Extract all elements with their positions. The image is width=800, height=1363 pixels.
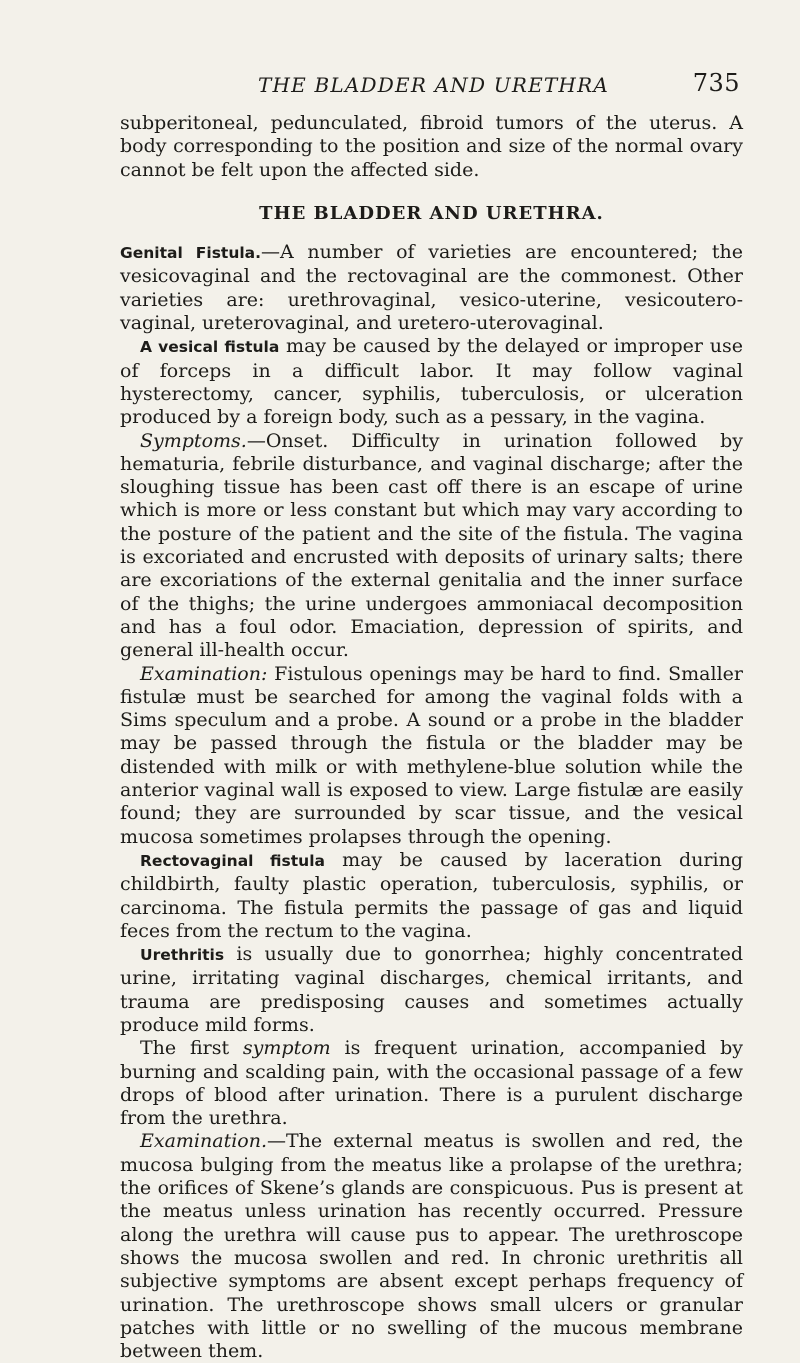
vesical-fistula-text: may be caused by the delayed or improper use of forceps in a difficult labor. It may follow vaginal hysterectomy, cancer, syphilis, tuberculosis, or ulceration produced by a foreign body, such as a pessary, in the vagina.: [120, 335, 744, 429]
urethritis-text: is usually due to gonorrhea; highly concentrated urine, irritating vaginal discharges, chemical irritants, and trauma are predisposing causes and sometimes actually produce mild forms.: [120, 943, 743, 1036]
urethritis-examination-text: —The external meatus is swollen and red, the mucosa bulging from the meatus like a prolapse of the urethra; the orifices of Skene’s glands are conspicuous. Pus is present at the meatus unless urination has recently occurred. Pressure along the urethra will cause pus to appear. The urethroscope shows the mucosa swollen and red. In chronic urethritis all subjective symptoms are absent except perhaps frequency of urination. The urethroscope shows small ulcers or granular patches with little or no swelling of the mucous membrane between them.: [120, 1130, 743, 1363]
symptom-lead: The first: [140, 1037, 243, 1060]
vesical-symptoms-paragraph: [120, 430, 743, 663]
vesical-fistula-paragraph: [120, 335, 743, 429]
genital-fistula-text: —A number of varieties are encountered; the vesicovaginal and the rectovaginal are the commonest. Other varieties are: urethrovaginal, vesico-uterine, vesicoutero-vaginal, ureterovaginal, and uretero-uterovaginal.: [120, 241, 743, 335]
symptom-text: is frequent urination, accompanied by burning and scalding pain, with the occasional passage of a few drops of blood after urination. There is a purulent discharge from the urethra.: [120, 1037, 743, 1130]
vesical-fistula-term: A vesical fistula: [140, 338, 280, 357]
urethritis-term: Urethritis: [140, 946, 225, 965]
urethritis-paragraph: [120, 943, 743, 1037]
examination-subhead: Examination:: [140, 662, 268, 685]
genital-fistula-term: Genital Fistula.: [120, 244, 262, 263]
symptoms-text: —Onset. Difficulty in urination followed by hematuria, febrile disturbance, and vaginal discharge; after the sloughing tissue has been cast off there is an escape of urine which is more or less constant but which may vary according to the posture of the patient and the site of the fistula. The vagina is excoriated and encrusted with deposits of urinary salts; there are excoriations of the external genitalia and the inner surface of the thighs; the urine undergoes ammoniacal decomposition and has a foul odor. Emaciation, depression of spirits, and general ill-health occur.: [120, 429, 743, 662]
rectovaginal-fistula-paragraph: [120, 849, 743, 943]
intro-paragraph: subperitoneal, pedunculated, fibroid tumors of the uterus. A body corresponding to the position and size of the normal ovary cannot be felt upon the affected side.: [120, 112, 743, 181]
genital-fistula-paragraph: [120, 241, 743, 335]
vesical-examination-paragraph: [120, 663, 743, 849]
symptom-subhead: symptom: [242, 1037, 331, 1060]
section-title: THE BLADDER AND URETHRA.: [259, 202, 604, 224]
rectovaginal-fistula-term: Rectovaginal fistula: [140, 851, 325, 870]
urethritis-symptom-paragraph: [120, 1037, 743, 1130]
body-text: [120, 112, 743, 1363]
running-head: [120, 67, 740, 101]
page-number: 735: [692, 69, 740, 97]
examination-text: Fistulous openings may be hard to find. Smaller fistulæ must be searched for among the vaginal folds with a Sims speculum and a probe. A sound or a probe in the bladder may be passed through the fistula or the bladder may be distended with milk or with methylene-blue solution while the anterior vaginal wall is exposed to view. Large fistulæ are easily found; they are surrounded by scar tissue, and the vesical mucosa sometimes prolapses through the opening.: [120, 662, 743, 848]
urethritis-examination-paragraph: [120, 1130, 743, 1363]
urethritis-examination-subhead: Examination.: [140, 1130, 267, 1153]
rectovaginal-fistula-text: may be caused by laceration during childbirth, faulty plastic operation, tuberculosis, syphilis, or carcinoma. The fistula permits the passage of gas and liquid feces from the rectum to the vagina.: [120, 848, 743, 942]
running-head-title: THE BLADDER AND URETHRA: [258, 73, 609, 97]
symptoms-subhead: Symptoms.: [140, 429, 247, 452]
